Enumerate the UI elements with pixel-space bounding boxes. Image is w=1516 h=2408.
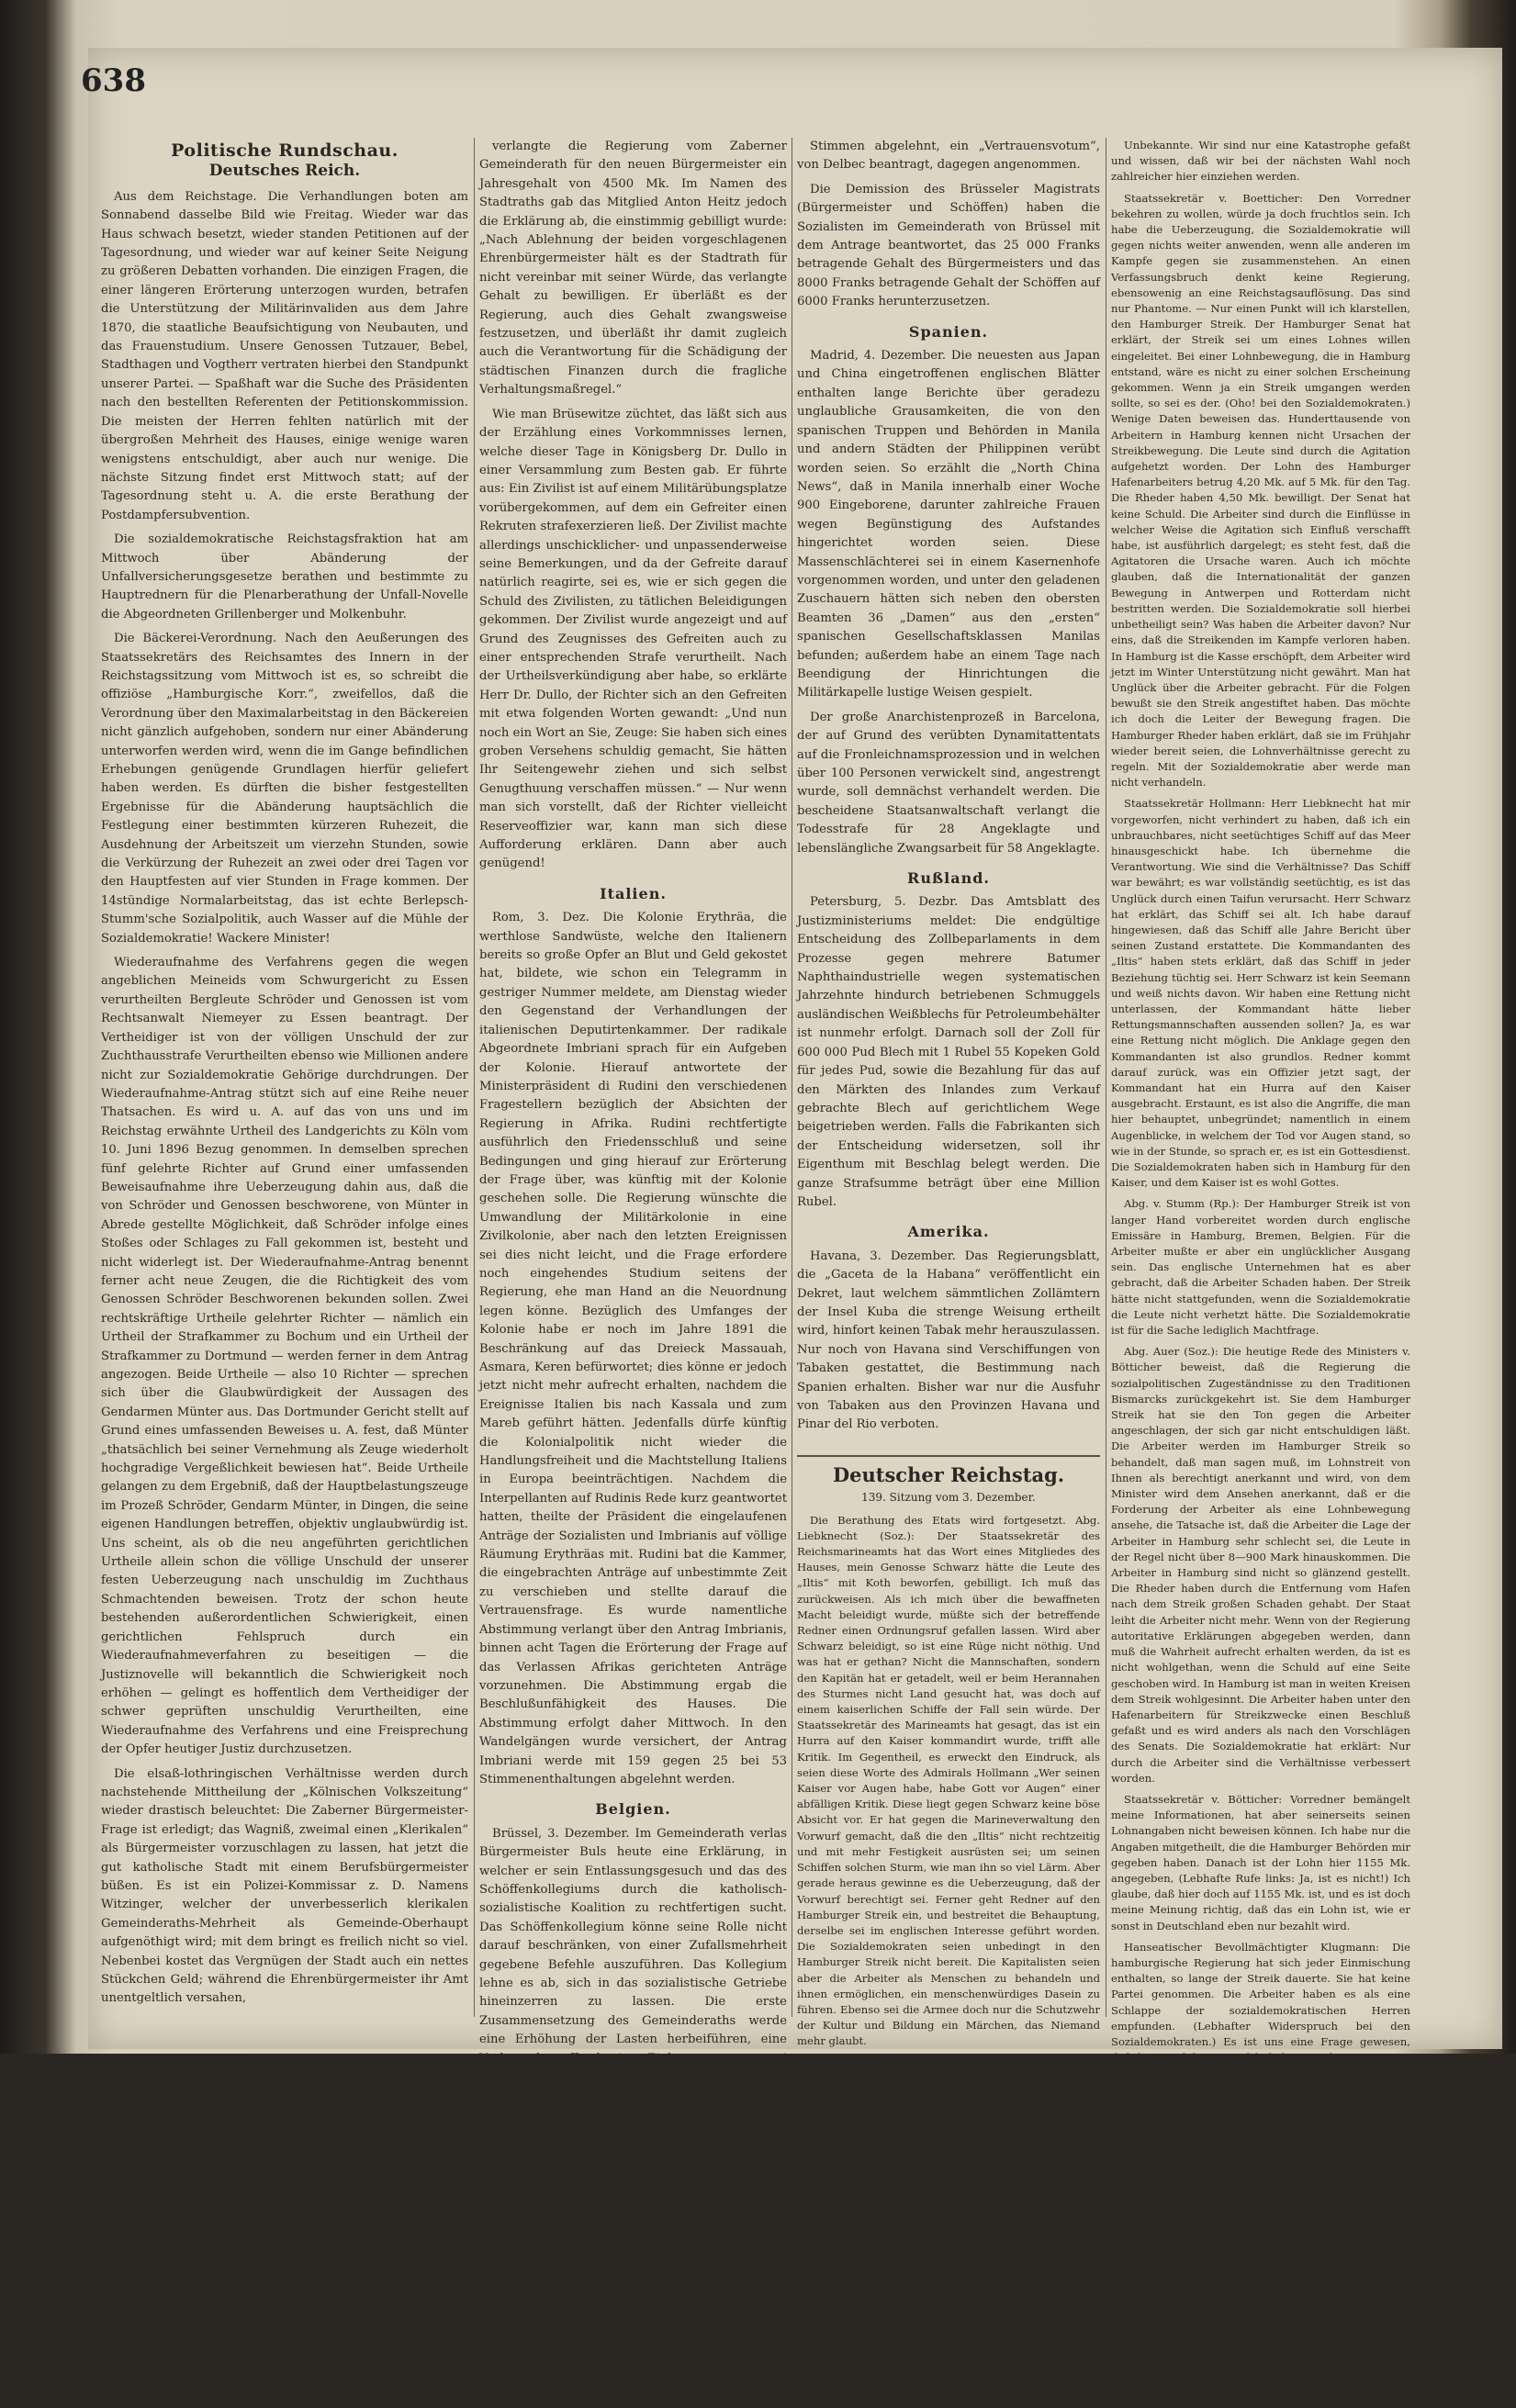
article-paragraph: Die Demission des Brüsseler Magistrats (Bürgermeister und Schöffen) haben die Sozialisten im Gemeinderath von Brüssel mit dem Antrage beantwortet, das 25 000 Franks betragende Gehalt des Bürgermeisters und das 8000 Franks betragende Gehalt der Schöffen auf 6000 Franks herunterzusetzen. [797, 182, 1100, 309]
article-paragraph: Wiederaufnahme des Verfahrens gegen die wegen angeblichen Meineids vom Schwurgericht zu Essen verurtheilten Bergleute Schröder und Genossen ist vom Rechtsanwalt Niemeyer zu Essen beantragt. Der Vertheidiger ist von der völligen Unschuld der zur Zuchthausstrafe Verurtheilten ebenso wie Millionen andere nicht zur Sozialdemokratie Gehörige durchdrungen. Der Wiederaufnahme-Antrag stützt sich auf eine Reihe neuer Thatsachen. Es wird u. A. auf das von uns und im Reichstag erwähnte Urtheil des Landgerichts zu Köln vom 10. Juni 1896 Bezug genommen. In demselben sprechen fünf gelehrte Richter auf Grund einer umfassenden Beweisaufnahme ihre Ueberzeugung dahin aus, daß die von Schröder und Genossen beschworene, von Münter in Abrede gestellte Möglichkeit, daß Schröder infolge eines Stoßes oder Schlages zu Fall gekommen ist, besteht und nicht widerlegt ist. Der Wiederaufnahme-Antrag benennt ferner acht neue Zeugen, die die Richtigkeit des vom Genossen Schröder Beschworenen bekunden sollen. Zwei rechtskräftige Urtheile gelehrter Richter — nämlich ein Urtheil der Strafkammer zu Bochum und ein Urtheil der Strafkammer zu Dortmund — werden ferner in dem Antrag angezogen. Beide Urtheile — also 10 Richter — sprechen sich über die Glaubwürdigkeit der Aussagen des Gendarmen Münter aus. Das Dortmunder Gericht stellt auf Grund eines umfassenden Beweises u. A. fest, daß Münter „thatsächlich bei seiner Vernehmung als Zeuge wiederholt hochgradige Vergeßlichkeit bewiesen hat“. Beide Urtheile gelangen zu dem Ergebniß, daß der Hauptbelastungszeuge im Prozeß Schröder, Gendarm Münter, in Dingen, die seine eigenen Handlungen betreffen, objektiv unglaubwürdig ist. Uns scheint, als ob die neu angeführten gerichtlichen Urtheile allein schon die völlige Unschuld der unserer festen Ueberzeugung nach unschuldig im Zuchthaus Schmachtenden beweisen. Trotz der schon heute bestehenden außerordentlichen Schwierigkeit, einen gerichtlichen Fehlspruch durch ein Wiederaufnahmeverfahren zu beseitigen — die Justiznovelle will bekanntlich die Schwierigkeit noch erhöhen — gelingt es hoffentlich dem Vertheidiger der schwer geprüften unschuldig Verurtheilten, eine Wiederaufnahme des Verfahrens und eine Freisprechung der Opfer heutiger Justiz durchzusetzen. [101, 956, 468, 1757]
closing-line: Schluß der Sitzung. [1205, 2158, 1317, 2172]
article-paragraph: verlangte die Regierung vom Zaberner Gemeinderath für den neuen Bürgermeister ein Jahresgehalt von 4500 Mk. Im Namen des Stadtraths gab das Mitglied Anton Heitz jedoch die Erklärung ab, die einstimmig gebilligt wurde: „Nach Ablehnung der beiden vorgeschlagenen Ehrenbürgermeister hält es der Stadtrath für nicht vereinbar mit seiner Würde, das verlangte Gehalt zu bewilligen. Er überläßt es der Regierung, auch dies Gehalt zwangsweise festzusetzen, und überläßt ihr damit zugleich auch die Verantwortung für die Schädigung der städtischen Finanzen durch die fragliche Verhaltungsmaßregel.“ [479, 140, 787, 398]
article-paragraph: Stimmen abgelehnt, ein „Vertrauensvotum“, von Delbec beantragt, dagegen angenommen. [797, 140, 1100, 173]
article-paragraph: Staatssekretär v. Boetticher: Den Vorredner bekehren zu wollen, würde ja doch fruchtlos sein. Ich habe die Ueberzeugung, die Sozialdemokratie will gegen nichts weiter anwenden, wenn alle anderen im Kampfe gegen sie zusammenstehen. An einen Verfassungsbruch denkt keine Regierung, ebensowenig an eine Reichstagsauflösung. Das sind nur Phantome. — Nur einen Punkt will ich klarstellen, den Hamburger Streik. Der Hamburger Senat hat erklärt, der Streik sei um eines Lohnes willen eingeleitet. Bei einer Lohnbewegung, die in Hamburg entstand, wäre es nicht zu einer solchen Erscheinung gekommen. Wenn ja ein Streik umgangen werden sollte, so sei es der. (Oho! bei den Sozialdemokraten.) Wenige Daten beweisen das. Hunderttausende von Arbeitern in Hamburg kennen nicht Ursachen der Streikbewegung. Die Leute sind durch die Agitation aufgehetzt worden. Der Lohn des Hamburger Hafenarbeiters betrug 4,20 Mk. auf 5 Mk. für den Tag. Die Rheder haben 4,50 Mk. bewilligt. Der Senat hat keine Schuld. Die Arbeiter sind durch die Einflüsse in welcher Weise die Agitation sich Einfluß verschafft habe, ist ausführlich dargelegt; es steht fest, daß die Agitatoren die Ursache waren. Auch ich möchte glauben, daß die Internationalität der ganzen Bewegung in Antwerpen und Rotterdam nicht bestritten werden. Die Sozialdemokratie soll hierbei unbetheiligt sein? Was haben die Arbeiter davon? Nur eins, daß die Streikenden im Kampfe verloren haben. In Hamburg ist die Kasse erschöpft, dem Arbeiter wird jetzt im Winter Unterstützung nicht gewährt. Man hat Unglück über die Arbeiter gebracht. Für die Folgen bewußt sie den Streik angestiftet haben. Das möchte ich doch die Leiter der Bewegung fragen. Die Hamburger Rheder haben erklärt, daß sie im Frühjahr wieder bereit seien, die Lohnverhältnisse gerecht zu regeln. Mit der Sozialdemokratie aber werde man nicht verhandeln. [1111, 191, 1410, 790]
article-paragraph: Die Interpellation des sozialistischen Abgeordneten Vandervelde bezüglich der Verhaftung der englischen Agitatoren in Antwerpen und ihrer Ausweisung gelangte gestern in der Kammer zur Diskussion. Eine von den Sozialisten vorgeschlagene Tagesordnung, der Regierung ein Tadelsvotum zu ertheilen, wurde mit 56 gegen 27 [479, 2231, 787, 2377]
article-paragraph: Brüssel, 5. Dezember. König Leopold will in dem Konflikte im Gemeinderath „vermitteln“, gelingt kein Kompromiß, so werde der Gemeinderath am Montag aufgelöst werden. [479, 2150, 787, 2221]
article-paragraph: In Frankreich sei im letzten Jahre für Kulturzwecke aufgewendet worden. Schon ein Etat des deutschen Reiches zeigte diesen Charakter aus. Der Marine-Etat sei ein Marine-Etat. Damals hätten die Ausgaben für das Heer 269 Millionen, die Marine 11 Millionen betragen, jetzt seien im Ordinarium allein 58 Millionen. Diese Zahlen seien ein Beweis für den Militarismus, wie z. B. das der Schweiz, bei der Armee Mittel für Unterricht und Kultur so vieles Sparsamkeit ganz entschieden, er sagt: „Das Reich ist für Kulturzwecke alles nur erledigt sei.“ [797, 2055, 1100, 2227]
article-paragraph: Staatssekretär Hollmann: Herr Liebknecht hat mir vorgeworfen, nicht verhindert zu haben, daß ich ein unbrauchbares, nicht seetüchtiges Schiff auf das Meer hinausgeschickt habe. Ich übernehme die Verantwortung. Wie sind die Verhältnisse? Das Schiff war bewährt; es war vollständig seetüchtig, es ist das Unglück durch einen Taifun verursacht. Herr Schwarz hat erklärt, das Schiff sei alt. Ich habe darauf hingewiesen, daß das Schiff alle Jahre Bericht über seinen Zustand erstattete. Die Kommandanten des „Iltis“ haben stets erklärt, daß das Schiff in jeder Beziehung tüchtig sei. Herr Schwarz ist kein Seemann und weiß nichts davon. Wir haben eine Rettung nicht unterlassen, der Kommandant hätte lieber Rettungsmannschaften aussenden sollen? Ja, es war eine Rettung nicht möglich. Die Anklage gegen den Kommandanten ist also grundlos. Redner kommt darauf zurück, was ein Offizier jetzt sagt, der Kommandant hat ein Hurra auf den Kaiser ausgebracht. Erstaunt, es ist also die Angriffe, die man hier behauptet, unbegründet; namentlich in einem Augenblicke, in welchem der Tod vor Augen stand, so wie in der Stunde, so sprach er, es ist ein Gottesdienst. Die Sozialdemokraten haben sich in Hamburg für den Kaiser, und dem Kaiser ist es wohl Gottes. [1111, 797, 1410, 1190]
column-3 [797, 138, 1100, 2406]
section-heading-belgien: Belgien. [595, 1800, 671, 1819]
article-paragraph: Wie man Brüsewitze züchtet, das läßt sich aus der Erzählung eines Vorkommnisses lernen, welche dieser Tage in Königsberg Dr. Dullo in einer Versammlung zum Besten gab. Er führte aus: Ein Zivilist ist auf einem Militärübungsplatze vorübergekommen, auf dem ein Gefreiter einen Rekruten strafexerzieren ließ. Der Zivilist machte allerdings unschicklicher- und unpassenderweise seine Bemerkungen, und da der Gefreite darauf natürlich reagirte, sei es, wie er sich gegen die Schuld des Zivilisten, zu tätlichen Beleidigungen gekommen. Der Zivilist wurde angezeigt und auf Grund des Zeugnisses des Gefreiten auch zu einer entsprechenden Strafe verurtheilt. Nach der Urtheilsverkündigung aber habe, so erklärte Herr Dr. Dullo, der Richter sich an den Gefreiten mit etwa folgenden Worten gewandt: „Und nun noch ein Wort an Sie, Zeuge: Sie haben sich eines groben Versehens schuldig gemacht, Sie hätten Ihr Seitengewehr ziehen und sich selbst Genugthuung verschaffen müssen.“ — Nur wenn man sich vorstellt, daß der Richter vielleicht Reserveoffizier war, kann man sich diese Aufforderung erklären. Dann aber auch genügend! [479, 407, 787, 871]
column-2 [479, 138, 787, 2377]
section-heading-amerika: Amerika. [907, 1223, 990, 1241]
section-title: Politische Rundschau. [171, 140, 399, 161]
article-paragraph: Rom, 3. Dez. Die Kolonie Erythräa, die werthlose Sandwüste, welche den Italienern bereits so große Opfer an Blut und Geld gekostet hat, bildete, wie schon ein Telegramm in gestriger Nummer meldete, am Dienstag wieder den Gegenstand der Verhandlungen der italienischen Deputirtenkammer. Der radikale Abgeordnete Imbriani sprach für ein Aufgeben der Kolonie. Hierauf antwortete der Ministerpräsident di Rudini den verschiedenen Fragestellern bezüglich der Absichten der Regierung in Afrika. Rudini rechtfertigte ausführlich den Friedensschluß und seine Bedingungen und ging hierauf zur Erörterung der Frage über, was künftig mit der Kolonie geschehen solle. Die Regierung wünschte die Umwandlung der Militärkolonie in eine Zivilkolonie, aber nach den letzten Ereignissen sei dies nicht leicht, und die Frage erfordere noch eingehendes Studium seitens der Regierung, ehe man Hand an die Neuordnung legen könne. Bezüglich des Umfanges der Kolonie habe er noch im Jahre 1891 die Beschränkung auf das Dreieck Massauah, Asmara, Keren befürwortet; dies könne er jedoch jetzt nicht mehr aufrecht erhalten, nachdem die Ereignisse Italien bis nach Kassala und zum Mareb geführt hätten. Jedenfalls dürfe künftig die Kolonialpolitik nicht wieder die Handlungsfreiheit und die Machtstellung Italiens in Europa beeinträchtigen. Nachdem die Interpellanten auf Rudinis Rede kurz geantwortet hatten, theilte der Präsident die eingelaufenen Anträge der Sozialisten und Imbrianis auf völlige Räumung Erythräas mit. Rudini bat die Kammer, die eingebrachten Anträge auf unbestimmte Zeit zu verschieben und stellte darauf die Vertrauensfrage. Es wurde namentliche Abstimmung verlangt über den Antrag Imbrianis, binnen acht Tagen die Erörterung der Frage auf das Verlassen Afrikas gerichteten Anträge vorzunehmen. Die Abstimmung ergab die Beschlußunfähigkeit des Hauses. Die Abstimmung erfolgt daher Mittwoch. In den Wandelgängen wurde versichert, der Antrag Imbriani werde mit 159 gegen 25 bei 53 Stimmenenthaltungen abgelehnt werden. [479, 911, 787, 1786]
section-heading-italien: Italien. [600, 884, 667, 902]
article-paragraph: Die sozialdemokratische Reichstagsfraktion hat am Mittwoch über Abänderung der Unfallversicherungsgesetze berathen und bestimmte zu Hauptrednern für die Plenarberathung der Unfall-Novelle die Abgeordneten Grillenberger und Molkenbuhr. [101, 532, 468, 622]
article-paragraph: Die elsaß-lothringischen Verhältnisse werden durch nachstehende Mittheilung der „Kölnischen Volkszeitung“ wieder drastisch beleuchtet: Die Zaberner Bürgermeister-Frage ist erledigt; das Wagniß, zweimal einen „Klerikalen“ als Bürgermeister vorzuschlagen zu lassen, hat jetzt die gut katholische Stadt mit einem Berufsbürgermeister büßen. Es ist ein Polizei-Kommissar z. D. Namens Witzinger, welcher der unverbesserlich klerikalen Gemeinderaths-Mehrheit als Gemeinde-Oberhaupt aufgenöthigt wird; mit dem bringt es freilich nicht so viel. Nebenbei kostet das Vergnügen der Stadt auch ein nettes Stückchen Geld; während die Ehrenbürgermeister ihr Amt unentgeltlich versahen, [101, 1766, 468, 2006]
article-paragraph: Staatssekretär v. Bötticher: Vorredner bemängelt meine Informationen, hat aber seinerseits seinen Lohnangaben nicht beweisen können. Ich habe nur die Angaben mitgetheilt, die die Hamburger Behörden mir gegeben haben. Danach ist der Lohn hier 1155 Mk. angegeben, (Lebhafte Rufe links: Ja, ist es nicht!) Ich glaube, daß hier doch auf 1155 Mk. ist, und es ist doch meine Meinung richtig, daß das ein Lohn ist, wie er sonst in Deutschland eben nur bezahlt wird. [1111, 1792, 1410, 1932]
article-paragraph: Der große Anarchistenprozeß in Barcelona, der auf Grund des verübten Dynamitattentats auf die Fronleichnamsprozession und in welchen über 100 Personen verwickelt sind, angestrengt wurde, soll demnächst verhandelt werden. Die bescheidene Staatsanwaltschaft verlangt die Todesstrafe für 28 Angeklagte und lebenslängliche Zwangsarbeit für 58 Angeklagte. [797, 710, 1100, 856]
article-paragraph: Unbekannte. Wir sind nur eine Katastrophe gefaßt und wissen, daß wir bei der nächsten Wahl noch zahlreicher hier einziehen werden. [1111, 139, 1410, 184]
article-paragraph: Abg. Auer (Soz.): Die heutige Rede des Ministers v. Bötticher beweist, daß die Regierung die sozialpolitischen Zugeständnisse zu den Traditionen Bismarcks zurückgekehrt ist. Sie dem Hamburger Streik hat sie den Ton gegen die Arbeiter angeschlagen, der sich gar nicht entschuldigen läßt. Die Arbeiter werden im Hamburger Streik so behandelt, daß man sagen muß, im Lohnstreit von Ihnen als berechtigt anerkannt und wird, von dem Minister wird dem Ansehen anerkannt, daß er die Forderung der Arbeiter als eine Lohnbewegung ansehe, die Tatsache ist, daß die Arbeiter die Lage der Arbeiter in Hamburg sehr schlecht sei, die Leute in der Regel nicht über 8—900 Mark hinauskommen. Die Arbeiter in Hamburg sind nicht so glänzend gestellt. Die Rheder haben durch die Entfernung vom Hafen nach dem Streik großen Schaden gehabt. Der Staat leiht die Arbeiter nicht mehr. Wenn von der Regierung autoritative Erklärungen abgegeben werden, dann muß die Wahrheit aufrecht erhalten werden, da ist es nicht wohlgethan, wenn die Schuld auf eine Seite geschoben wird. In Hamburg ist man in weiten Kreisen dem Streik wohlgesinnt. Die Arbeiter haben unter den Hafenarbeitern für Streikzwecke einen Beschluß gefaßt und es wird anders als nach den Vorschlägen des Senats. Die Sozialdemokratie hat erklärt: Nur durch die Arbeiter sind die Verhältnisse verbessert worden. [1111, 1345, 1410, 1785]
article-paragraph: Petersburg, 5. Dezbr. Das Amtsblatt des Justizministeriums meldet: Die endgültige Entscheidung des Zollbeparlaments in dem Prozesse gegen mehrere Batumer Naphthaindustrielle wegen systematischen Jahrzehnte hindurch betriebenen Schmuggels ausländischen Weißblechs für Petroleumbehälter ist nunmehr erfolgt. Darnach soll der Zoll für 600 000 Pud Blech mit 1 Rubel 55 Kopeken Gold für jedes Pud, sowie die Bezahlung für das auf den Märkten des Inlandes zum Verkauf gebrachte Blech auf gerichtlichem Wege beigetrieben werden. Falls die Fabrikanten sich der Entscheidung widersetzen, soll ihr Eigenthum mit Beschlag belegt werden. Die ganze Strafsumme beträgt über eine Million Rubel. [797, 895, 1100, 1209]
article-paragraph: Aus dem Reichstage. Die Verhandlungen boten am Sonnabend dasselbe Bild wie Freitag. Wieder war das Haus schwach besetzt, wieder standen Petitionen auf der Tagesordnung, und wieder war auf keiner Seite Neigung zu größeren Debatten vorhanden. Die einzigen Fragen, die einer längeren Erörterung unterzogen wurden, betrafen die Unterstützung der Militärinvaliden aus dem Jahre 1870, die staatliche Beaufsichtigung von Neubauten, und das Frauenstudium. Unsere Genossen Tutzauer, Bebel, Stadthagen und Vogtherr vertraten hierbei den Standpunkt unserer Partei. — Spaßhaft war die Suche des Präsidenten nach den bestellten Referenten der Petitionskommission. Die meisten der Herren fehlten natürlich mit der übergroßen Mehrheit des Hauses, einige wenige waren wenigstens entschuldigt, aber auch nur wenige. Die nächste Sitzung findet erst Mittwoch statt; auf der Tagesordnung steht u. A. die erste Berathung der Postdampfersubvention. [101, 189, 468, 522]
section-heading-russland: Rußland. [907, 869, 990, 888]
article-paragraph: Nach weiteren Ausführungen Liebknecht's und Molkenbuhr's, welche für den Streik eintreten, wird die Debatte geschlossen. Das Haus vertagt sich auf Montag, Anfragen betreffend den Schutz der Arbeiter vor der Budgetkommission überwiesen. [1111, 2072, 1410, 2149]
article-paragraph: Die Bäckerei-Verordnung. Nach den Aeußerungen des Staatssekretärs des Reichsamtes des Innern in der Reichstagssitzung vom Mittwoch ist es, so schreibt die offiziöse „Hamburgische Korr.“, zweifellos, daß die Verordnung über den Maximalarbeitstag in den Bäckereien nicht gänzlich aufgehoben, sondern nur einer Abänderung unterworfen werden wird, wenn die im Gange befindlichen Erhebungen genügende Grundlagen hierfür geliefert haben werden. Es dürften die bisher festgestellten Ergebnisse für die Abänderung hauptsächlich die Festlegung einer bestimmten kürzeren Ruhezeit, die Ausdehnung der Arbeitszeit um vierzehn Stunden, sowie die Verkürzung der Ruhezeit an zwei oder drei Tagen vor den Hauptfesten auf vier Stunden in Frage kommen. Der 14stündige Normalarbeitstag, das ist echte Berlepsch-Stumm'sche Sozialpolitik, auch Wasser auf die Mühle der Sozialdemokratie! Wackere Minister! [101, 632, 468, 946]
column-4 [1111, 138, 1410, 2172]
column-rule [474, 138, 475, 2017]
article-paragraph: Die Berathung des Etats wird fortgesetzt. Abg. Liebknecht (Soz.): Der Staatssekretär des Reichsmarineamts hat das Wort eines Mitgliedes des Hauses, mein Genosse Schwarz hätte die Leute des „Iltis“ mit Koth beworfen, gebilligt. Ich muß das zurückweisen. Als ich mich über die bewaffneten Macht beleidigt wurde, müßte sich der betreffende Redner einen Ordnungsruf gefallen lassen. Wird aber Schwarz beleidigt, so ist eine Rüge nicht nöthig. Und was hat er gethan? Nicht die Mannschaften, sondern den Kapitän hat er getadelt, weil er beim Herannahen des Sturmes nicht Land gesucht hat, was doch auf einem kaiserlichen Schiffe der Fall sein würde. Der Staatssekretär des Marineamts hat gesagt, das ist ein Hurra auf den Kaiser kommandirt wurde, trifft alle Kritik. Im Gegentheil, es erweckt den Eindruck, als seien diese Worte des Admirals Hollmann „Wer seinen Kaiser vor Augen habe, habe Gott vor Augen“ einer abfälligen Kritik. Diese liegt gegen Schwarz keine böse Absicht vor. Er hat gegen die Marineverwaltung den Vorwurf gemacht, daß die den „Iltis“ nicht rechtzeitig und mit mehr Festigkeit ausrüsten sei; um seinen Schiffen solchen Sturm, wie man ihn so viel Lärm. Aber gerade heraus gewinne es die Ueberzeugung, daß der Vorwurf berechtigt sei. Ferner geht Redner auf den Hamburger Streik ein, und bestreitet die Behauptung, derselbe sei im englischen Interesse geführt worden. Die Sozialdemokraten seien unbedingt in den Hamburger Streik nicht bereit. Die Kapitalisten seien aber die Arbeiter als Menschen zu behandeln und ihnen ermöglichen, ein menschenwürdiges Dasein zu führen. Ebenso sei die Armee doch nur die Schutzwehr der Kultur und Bildung ein Märchen, das Niemand mehr glaubt. [797, 1513, 1100, 2048]
section-subtitle: Deutsches Reich. [208, 162, 361, 181]
section-heading-spanien: Spanien. [908, 322, 989, 341]
reichstag-heading: Deutscher Reichstag. [797, 1455, 1100, 1484]
column-1 [101, 138, 468, 2017]
session-line: 139. Sitzung vom 3. Dezember. [861, 1491, 1036, 1505]
page-number: 638 [81, 62, 146, 99]
article-paragraph: Brüssel, 3. Dezember. Im Gemeinderath verlas Bürgermeister Buls heute eine Erklärung, in welcher er sein Entlassungsgesuch und das des Schöffenkollegiums durch die katholisch-sozialistische Koalition zu rechtfertigen sucht. Das Schöffenkollegium könne seine Rolle nicht darauf beschränken, von einer Zufallsmehrheit gegebene Befehle auszuführen. Das Kollegium lehne es ab, sich in das sozialistische Getriebe hineinzerren zu lassen. Die erste Zusammensetzung des Gemeinderaths werde eine Erhöhung der Lasten herbeiführen, eine Vorlage betreffend eine Einkommensteuer sei übrigens schon angekündigt. Die Jazr (Rechte) sucht nachzuweisen, daß die Entlassungsgesuch nicht durch ein Mißverständniß veranlaßt worden sei. [479, 1826, 787, 2141]
article-paragraph: Abg. v. Stumm (Rp.): Der Hamburger Streik ist von langer Hand vorbereitet worden durch englische Emissäre in Hamburg, Bremen, Belgien. Für die Arbeiter mußte er aber ein unglücklicher Ausgang sein. Das englische Unternehmen hat es aber gebracht, daß die Arbeiter Schaden haben. Der Streik hätte nicht stattgefunden, wenn die Sozialdemokratie die Leute nicht verhetzt hätte. Die Sozialdemokratie ist für die Sache lediglich Machtfrage. [1111, 1197, 1410, 1338]
article-paragraph: Der Präsident hat die Redner gerügt, seine Ausführungen sollen nicht zur Ordnung zu rufen sein. Ich meine, in seinem eigenen Hause sei der Reichstag Herr. Die Verfassung dürfe nicht verletzt werden. Wir werden das Reichstagsrecht wahren. Ferner kommt Redner auf die Rede des Kaisers in Breslau zu sprechen; er sagt, der Reichstag habe die Zustände nicht gut sein: „Des Reichstags unwürdige Zustände“ — Redner ruft: Das hat der Kaiser gesagt! Ja! Man stelle sich hinter den vermuthlich leitenden Geist. Es geht, es geht: Vollampf voraus ins [797, 2234, 1100, 2406]
article-paragraph: Hanseatischer Bevollmächtigter Klugmann: Die hamburgische Regierung hat sich jeder Einmischung enthalten, so lange der Streik dauerte. Sie hat keine Partei genommen. Die Arbeiter haben es als eine Schlappe der sozialdemokratischen Herren empfunden. (Lebhafter Widerspruch bei den Sozialdemokraten.) Es ist uns eine Frage gewesen, daß der Streik keinen Erfolg haben werde. [1111, 1940, 1410, 2065]
article-paragraph: Madrid, 4. Dezember. Die neuesten aus Japan und China eingetroffenen englischen Blätter enthalten lange Berichte über geradezu unglaubliche Grausamkeiten, die von den spanischen Truppen und Behörden in Manila und andern Städten der Philippinen verübt worden seien. So erzählt die „North China News“, daß in Manila innerhalb einer Woche 900 Eingeborene, darunter zahlreiche Frauen wegen Begünstigung des Aufstandes hingerichtet worden seien. Diese Massenschlächterei sei in einem Kasernenhofe vorgenommen worden, und unter den geladenen Zuschauern hätten sich neben den obersten Beamten 36 „Damen“ aus den „ersten“ spanischen Gesellschaftsklassen Manilas befunden; außerdem habe an einem Tage nach Beendigung der Hinrichtungen die Militärkapelle lustige Weisen gespielt. [797, 349, 1100, 700]
article-paragraph: Havana, 3. Dezember. Das Regierungsblatt, die „Gaceta de la Habana“ veröffentlicht ein Dekret, laut welchem sämmtlichen Zollämtern der Insel Kuba die strenge Weisung ertheilt wird, hinfort keinen Tabak mehr herauszulassen. Nur noch von Havana sind Verschiffungen von Tabaken gestattet, die Bestimmung nach Spanien erhalten. Bisher war nur die Ausfuhr von Tabaken aus den Provinzen Havana und Pinar del Rio verboten. [797, 1249, 1100, 1432]
